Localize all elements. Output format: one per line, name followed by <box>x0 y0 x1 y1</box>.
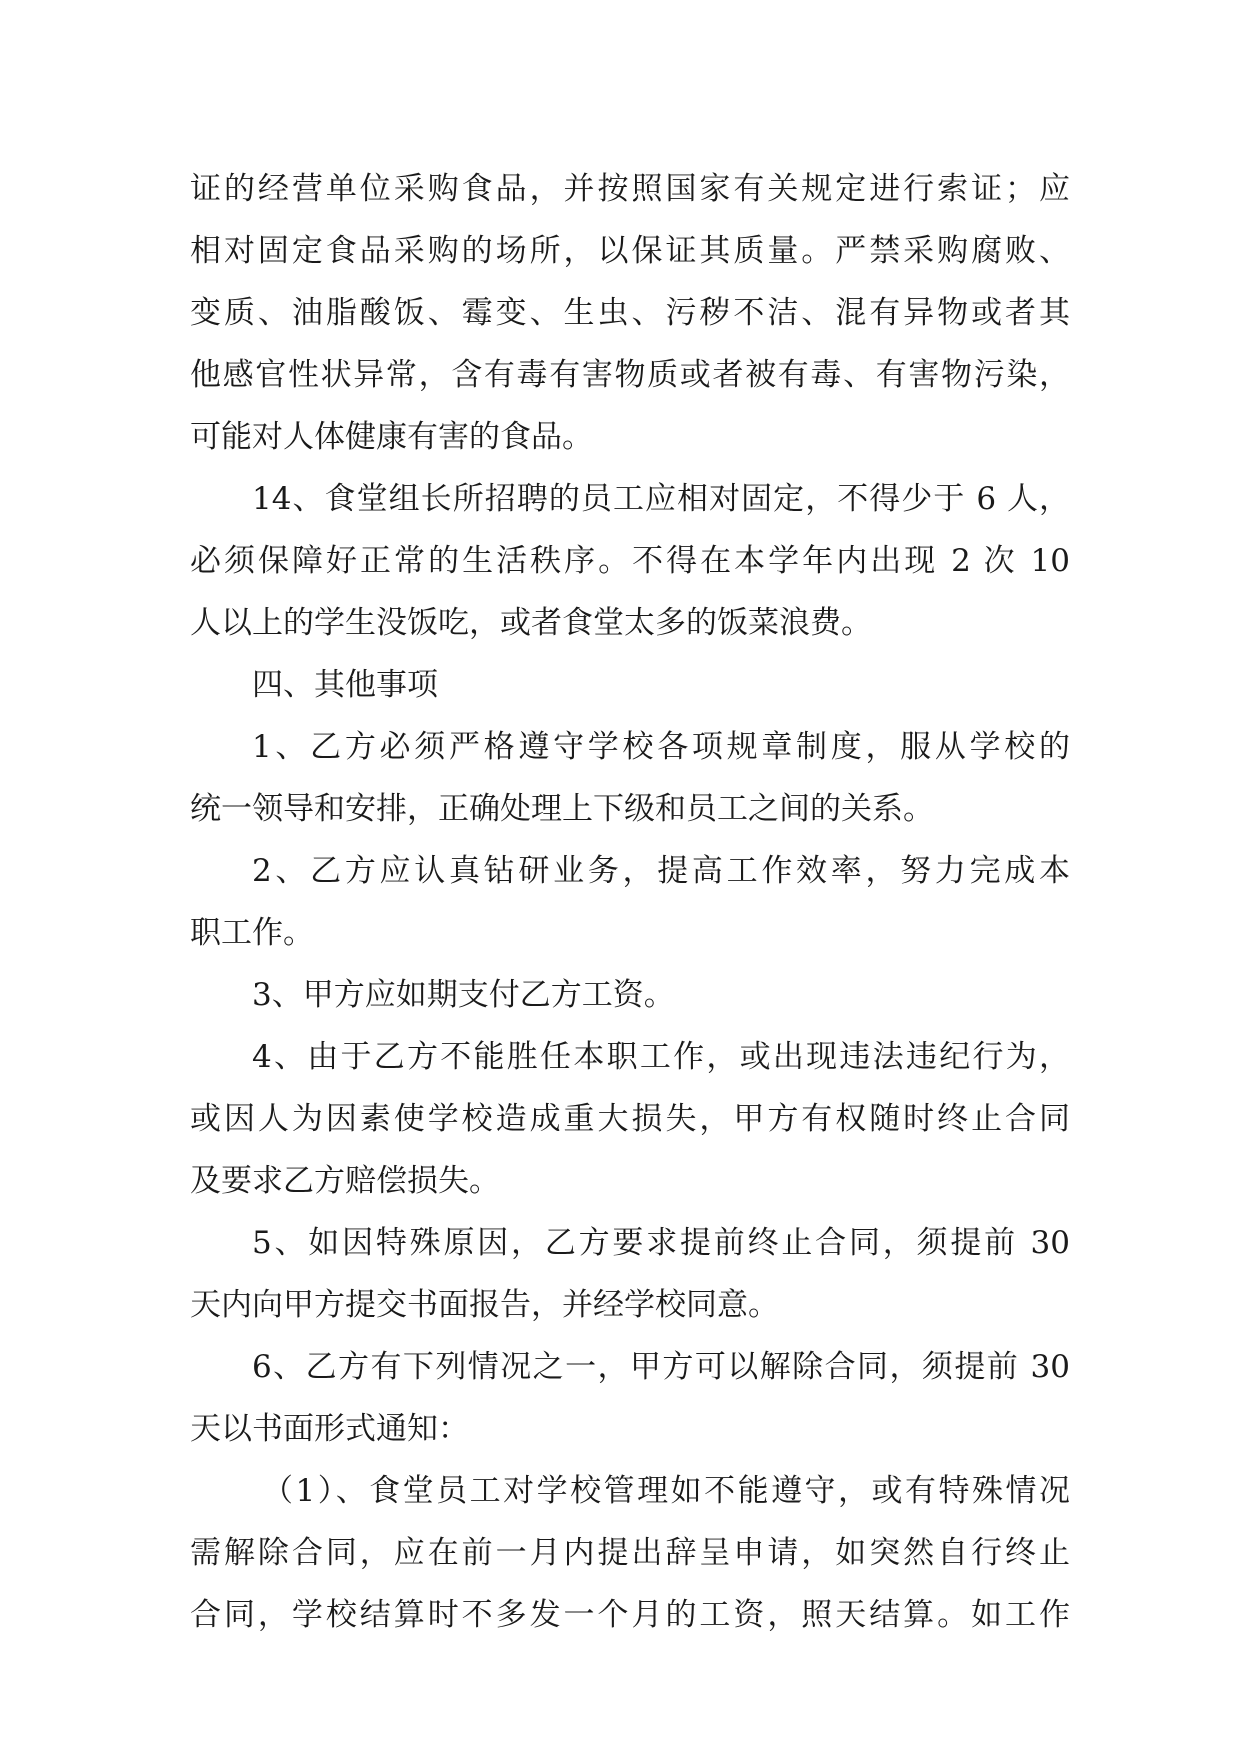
text-line: 需解除合同，应在前一月内提出辞呈申请，如突然自行终止 <box>190 1535 1070 1571</box>
text-line: 统一领导和安排，正确处理上下级和员工之间的关系。 <box>190 791 934 827</box>
text-line: 天以书面形式通知： <box>190 1411 469 1447</box>
text-line: 天内向甲方提交书面报告，并经学校同意。 <box>190 1287 779 1323</box>
text-line: 合同，学校结算时不多发一个月的工资，照天结算。如工作 <box>190 1597 1070 1633</box>
text-line: 6、乙方有下列情况之一，甲方可以解除合同，须提前 30 <box>252 1349 1070 1385</box>
text-line: 3、甲方应如期支付乙方工资。 <box>252 977 675 1013</box>
text-line: 证的经营单位采购食品，并按照国家有关规定进行索证；应 <box>190 171 1070 207</box>
text-line: 1、乙方必须严格遵守学校各项规章制度，服从学校的 <box>252 729 1070 765</box>
text-line: （1）、食堂员工对学校管理如不能遵守，或有特殊情况 <box>262 1473 1070 1509</box>
text-line: 4、由于乙方不能胜任本职工作，或出现违法违纪行为， <box>252 1039 1070 1075</box>
text-line: 变质、油脂酸饭、霉变、生虫、污秽不洁、混有异物或者其 <box>190 295 1070 331</box>
text-line: 5、如因特殊原因，乙方要求提前终止合同，须提前 30 <box>252 1225 1070 1261</box>
text-line: 人以上的学生没饭吃，或者食堂太多的饭菜浪费。 <box>190 605 872 641</box>
section-heading: 四、其他事项 <box>252 667 438 703</box>
text-line: 及要求乙方赔偿损失。 <box>190 1163 500 1199</box>
text-line: 可能对人体健康有害的食品。 <box>190 419 593 455</box>
text-line: 他感官性状异常，含有毒有害物质或者被有毒、有害物污染， <box>190 357 1070 393</box>
text-line: 相对固定食品采购的场所，以保证其质量。严禁采购腐败、 <box>190 233 1070 269</box>
document-body <box>190 158 1070 1646</box>
text-line: 必须保障好正常的生活秩序。不得在本学年内出现 2 次 10 <box>190 543 1070 579</box>
text-line: 14、食堂组长所招聘的员工应相对固定，不得少于 6 人， <box>252 481 1070 517</box>
text-line: 职工作。 <box>190 915 314 951</box>
text-line: 或因人为因素使学校造成重大损失，甲方有权随时终止合同 <box>190 1101 1070 1137</box>
text-line: 2、乙方应认真钻研业务，提高工作效率，努力完成本 <box>252 853 1070 889</box>
